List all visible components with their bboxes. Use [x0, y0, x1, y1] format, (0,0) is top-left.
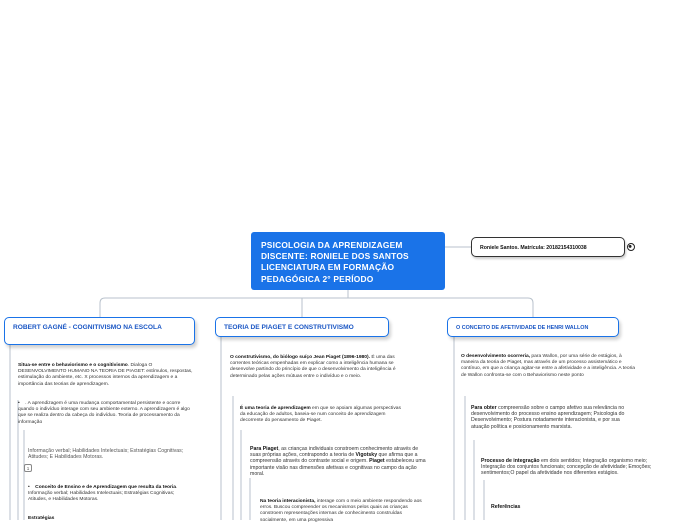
globe-icon[interactable]	[627, 243, 635, 251]
topic-gagne-title: ROBERT GAGNÉ - COGNITIVISMO NA ESCOLA	[13, 324, 162, 331]
topic-gagne[interactable]	[4, 317, 195, 345]
topic-piaget-title: TEORIA DE PIAGET E CONSTRUTIVISMO	[224, 324, 354, 331]
wallon-item-3[interactable]: Processo de integração em dois sentidos; Integração organismo meio; Integração dos conjuntos funcionais; concepção de afetividade; Emoções; sentimentos;O papel da afetividade nos diferentes estágios.	[481, 458, 652, 477]
root-line-1: PSICOLOGIA DA APRENDIZAGEM	[261, 240, 403, 250]
gagne-item-1[interactable]: Situa-se entre o behaviorismo e o cognitivismo. Dialoga O DESENVOLVIMENTO HUMANO NA TEORIA DE PIAGET: estímulos, respostas, estimulação do ambiente, etc. X processos internos da aprendizagem e a importância das teorias de aprendizagem.	[18, 363, 193, 387]
root-line-2: DISCENTE: RONIELE DOS SANTOS	[261, 251, 409, 262]
topic-piaget[interactable]	[215, 317, 389, 337]
root-line-3: LICENCIATURA EM FORMAÇÃO	[261, 262, 395, 273]
wallon-item-4[interactable]: Referências	[491, 504, 521, 510]
root-topic[interactable]	[251, 232, 445, 290]
piaget-item-3[interactable]: Para Piaget, as crianças individuais constroem conhecimento através de suas próprias ações, contrapondo a teoria de Vigotsky que afirma que a compreensão através do contraste social e origem. Piaget estabeleceu uma importante visão nas dimensões afetivas e cognitivas no campo da ação moral.	[250, 446, 426, 477]
gagne-item-3[interactable]: Informação verbal; Habilidades Intelectuais; Estratégias Cognitivas; Atitudes; E Habilidades Motoras.	[28, 448, 184, 461]
piaget-item-4[interactable]: Na teoria interacionista, interage com o meio ambiente respondendo aos erros. Buscou compreender os mecanismos pelos quais as crianças constroem representações internas de conhecimento construídas socialmente, em uma progressiva	[260, 499, 422, 523]
root-line-4: PEDAGÓGICA 2° PERÍODO	[261, 273, 374, 284]
wallon-item-1[interactable]: O desenvolvimento ocorreria, para Wallon, por uma série de estágios, à maneira da teoria de Piaget, mas através de um processo assistemático e contínuo, em que a criança agitar-se entre a afetividade e a inteligência. A teoria de Wallon confronta-se com o Behaviorismo neste ponto	[461, 354, 635, 378]
wallon-item-2[interactable]: Para obter compreensão sobre o campo afetivo sua relevância no desenvolvimento do processo ensino aprendizagem; Psicologia do Desenvolvimento; Postura notadamente interacionista, e por sua atuação política e posicionamento marxista.	[471, 405, 625, 430]
gagne-item-2[interactable]: • . A aprendizagem é uma mudança comportamental persistente e ocorre quando o indivíduo interage com seu ambiente externo. A aprendizagem é algo que se realiza dentro da cabeça do indivíduo. Teoria de processamento da informação	[18, 401, 190, 425]
gagne-item-5[interactable]: Estratégias	[28, 516, 55, 521]
piaget-item-2[interactable]: É uma teoria de aprendizagem em que se apoiam algumas perspectivas da educação de adultos, baseia-se num conceito de aprendizagem decorrente do pensamento de Piaget.	[240, 406, 401, 424]
author-note[interactable]: Roniele Santos. Matrícula: 20182154310038	[471, 237, 625, 257]
count-badge[interactable]: 1	[24, 464, 32, 472]
topic-wallon-title: O CONCEITO DE AFETIVIDADE DE HENRI WALLON	[456, 325, 589, 331]
piaget-item-1[interactable]: O construtivismo, do biólogo suíço Jean Piaget (1896-1980). É uma das correntes teóricas empenhadas em explicar como a inteligência humana se desenvolve partindo do princípio de que o desenvolvimento da inteligência é determinado pelas ações mútuas entre o indivíduo e o meio.	[230, 355, 396, 379]
topic-wallon[interactable]	[447, 317, 619, 337]
gagne-item-4[interactable]: • Conceito de Ensino e de Aprendizagem que resulta da teoria. Informação verbal; Habilidades Intelectuais; Estratégias Cognitivas; Atitudes, e Habilidades Motoras.	[28, 485, 178, 503]
